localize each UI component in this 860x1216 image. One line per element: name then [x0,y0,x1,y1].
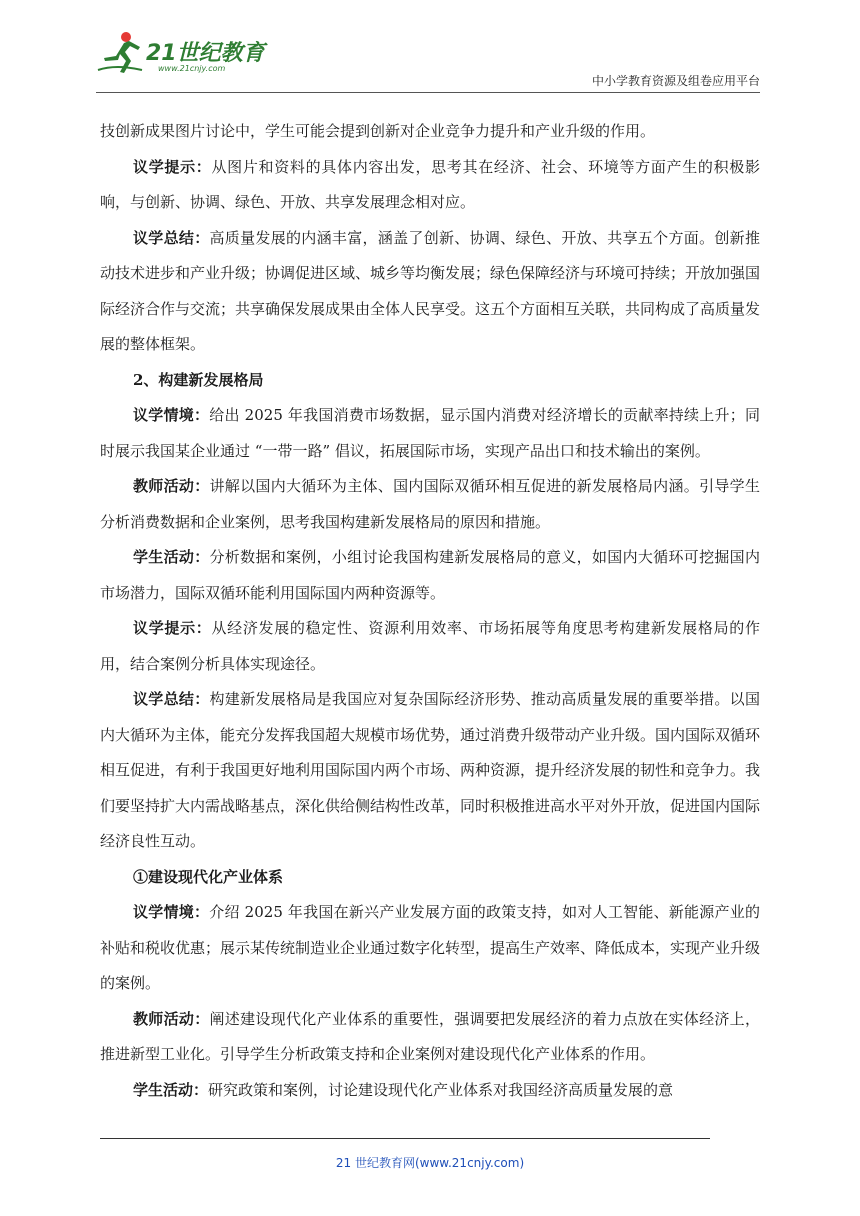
paragraph [100,1073,760,1109]
paragraph [100,1002,760,1073]
paragraph-text: 给出 2025 年我国消费市场数据，显示国内消费对经济增长的贡献率持续上升；同时展示我国某企业通过 “一带一路” 倡议，拓展国际市场，实现产品出口和技术输出的案例。 [100,406,760,460]
section-heading: ①建设现代化产业体系 [133,867,284,886]
paragraph-text: 构建新发展格局是我国应对复杂国际经济形势、推动高质量发展的重要举措。以国内大循环为主体，能充分发挥我国超大规模市场优势，通过消费升级带动产业升级。国内国际双循环相互促进，有利于我国更好地利用国际国内两个市场、两种资源，提升经济发展的韧性和竞争力。我们要坚持扩大内需战略基点，深化供给侧结构性改革，同时积极推进高水平对外开放，促进国内国际经济良性互动。 [100,690,761,850]
paragraph-label: 议学提示： [133,619,212,637]
section-heading: 2、构建新发展格局 [133,370,264,389]
paragraph-text: 讲解以国内大循环为主体、国内国际双循环相互促进的新发展格局内涵。引导学生分析消费数据和企业案例，思考我国构建新发展格局的原因和措施。 [100,477,760,531]
logo [96,30,266,80]
footer-divider [100,1138,710,1139]
paragraph-label: 议学总结： [133,228,210,247]
paragraph-text: 从图片和资料的具体内容出发，思考其在经济、社会、环境等方面产生的积极影响，与创新、协调、绿色、开放、共享发展理念相对应。 [100,157,760,211]
page-header [96,30,760,94]
paragraph [100,611,760,682]
document-body [100,114,760,1108]
paragraph-label: 议学情境： [133,903,210,921]
footer-link[interactable]: 21 世纪教育网(www.21cnjy.com) [335,1156,525,1170]
paragraph-text: 从经济发展的稳定性、资源利用效率、市场拓展等角度思考构建新发展格局的作用，结合案例分析具体实现途径。 [100,619,760,673]
paragraph [100,682,760,860]
platform-name: 中小学教育资源及组卷应用平台 [591,74,760,88]
paragraph-label: 教师活动： [133,1009,210,1028]
paragraph [100,150,760,221]
paragraph-text: 阐述建设现代化产业体系的重要性，强调要把发展经济的着力点放在实体经济上，推进新型工业化。引导学生分析政策支持和企业案例对建设现代化产业体系的作用。 [100,1009,760,1063]
paragraph-text: 高质量发展的内涵丰富，涵盖了创新、协调、绿色、开放、共享五个方面。创新推动技术进步和产业升级；协调促进区域、城乡等均衡发展；绿色保障经济与环境可持续；开放加强国际经济合作与交流；共享确保发展成果由全体人民享受。这五个方面相互关联，共同构成了高质量发展的整体框架。 [100,228,761,353]
paragraph [100,398,760,469]
paragraph [100,114,760,150]
paragraph-label: 教师活动： [133,477,210,495]
paragraph-label: 议学提示： [133,157,212,176]
paragraph [100,895,760,1002]
paragraph-text: 研究政策和案例，讨论建设现代化产业体系对我国经济高质量发展的意 [208,1080,674,1099]
paragraph-label: 学生活动： [133,548,210,566]
paragraph-text: 技创新成果图片讨论中，学生可能会提到创新对企业竞争力提升和产业升级的作用。 [100,122,656,140]
paragraph-label: 议学总结： [133,690,210,708]
paragraph-label: 学生活动： [133,1080,209,1099]
header-divider [96,92,760,93]
logo-brand-text: 21世纪教育 [146,41,265,66]
runner-logo-icon [96,30,144,76]
paragraph-label: 议学情境： [133,406,210,424]
paragraph [100,540,760,611]
logo-url-text: www.21cnjy.com [158,64,226,73]
paragraph-text: 分析数据和案例，小组讨论我国构建新发展格局的意义，如国内大循环可挖掘国内市场潜力，国际双循环能利用国际国内两种资源等。 [100,548,760,602]
paragraph [100,221,760,363]
paragraph-text: 介绍 2025 年我国在新兴产业发展方面的政策支持，如对人工智能、新能源产业的补贴和税收优惠；展示某传统制造业企业通过数字化转型，提高生产效率、降低成本，实现产业升级的案例。 [100,903,761,992]
paragraph [100,469,760,540]
